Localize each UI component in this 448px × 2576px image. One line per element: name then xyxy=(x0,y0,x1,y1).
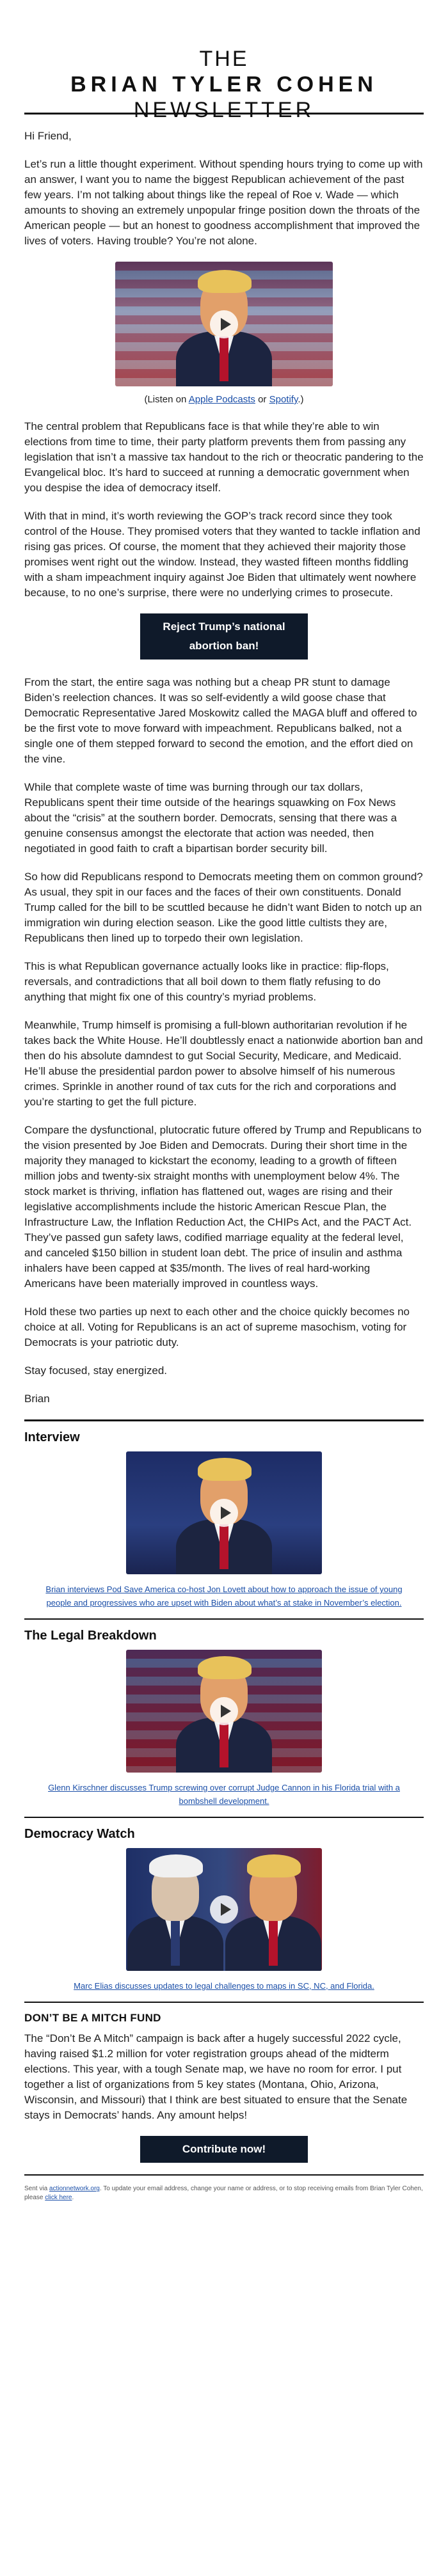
contribute-button[interactable]: Contribute now! xyxy=(140,2136,308,2163)
paragraph-8: Meanwhile, Trump himself is promising a full-blown authoritarian revolution if he takes back the White House. He’ll doubtlessly enact a nationwide abortion ban and then do his absolute damndest to gut Social Security, Medicare, and Medicaid. He’ll abuse the presidential pardon power to absolve himself of his numerous crimes. Sprinkle in another round of tax cuts for the rich and corporations and you’re starting to get the full picture. xyxy=(24,1019,423,1108)
masthead-line3: NEWSLETTER xyxy=(133,98,315,122)
letter-body xyxy=(24,129,424,1407)
podcast-video[interactable] xyxy=(24,262,424,390)
democracy-caption xyxy=(40,1979,408,1993)
caption-mid: or xyxy=(255,394,269,405)
footer-pre: Sent via xyxy=(24,2185,49,2192)
interview-caption xyxy=(40,1583,408,1609)
mitch-fund-title: DON’T BE A MITCH FUND xyxy=(24,2012,161,2024)
play-icon[interactable] xyxy=(210,1895,238,1924)
signoff: Stay focused, stay energized. xyxy=(24,1364,168,1377)
spotify-link[interactable]: Spotify xyxy=(269,394,298,405)
paragraph-1: Let’s run a little thought experiment. Without spending hours trying to come up with an answer, I want you to name the biggest Republican achievement of the past few years. I’m not talking about things like the repeal of Roe v. Wade — which amounts to shoving an extremely unpopular fringe position down the throats of the American people — but an honest to goodness accomplishment that improved the lives of voters. Having trouble? You’re not alone. xyxy=(24,158,423,247)
interview-thumbnail[interactable] xyxy=(126,1451,322,1574)
legal-caption xyxy=(40,1781,408,1808)
newsletter-container xyxy=(24,0,424,2202)
podcast-thumbnail[interactable] xyxy=(115,262,333,386)
masthead-line1: THE xyxy=(199,47,249,71)
paragraph-9: Compare the dysfunctional, plutocratic future offered by Trump and Republicans to the vision presented by Joe Biden and Democrats. During their short time in the majority they managed to kickstart the economy, leading to a growth of fifteen million jobs and twenty-six straight months with unemployment below 4%. The stock market is thriving, inflation has flattened out, wages are rising and their legislative accomplishments include the historic American Rescue Plan, the Infrastructure Law, the Inflation Reduction Act, the CHIPs Act, and the PACT Act. They’ve passed gun safety laws, codified marriage equality at the federal level, and canceled $150 billion in student loan debt. The price of insulin and asthma inhalers have been capped at $35/month. The lives of real hard-working Americans have been materially improved in countless ways. xyxy=(24,1124,422,1290)
paragraph-6: So how did Republicans respond to Democrats meeting them on common ground? As usual, they spit in our faces and the faces of their own constituents. Donald Trump called for the bill to be scuttled because he didn’t want Biden to notch up an immigration win during election season. Like the good little cultists they are, Republicans then lined up to torpedo their own legislation. xyxy=(24,871,423,944)
paragraph-3: With that in mind, it’s worth reviewing the GOP’s track record since they took control of the House. They promised voters that they wanted to tackle inflation and rising gas prices. Of course, the moment that they achieved their majority those promises went right out the window. Instead, they wasted fifteen months fiddling with a sham impeachment inquiry against Joe Biden that ultimately went nowhere because, to no one’s surprise, there were no underlying crimes to prosecute. xyxy=(24,510,420,599)
paragraph-5: While that complete waste of time was burning through our tax dollars, Republicans spent their time outside of the hearings squawking on Fox News about the “crisis” at the southern border. Democrats, sensing that there was a genuine consensus amongst the electorate that action was needed, then negotiated in good faith to craft a bipartisan border security bill. xyxy=(24,781,397,855)
reject-abortion-ban-button[interactable]: Reject Trump’s national abortion ban! xyxy=(140,613,308,660)
podcast-caption xyxy=(24,393,424,406)
section-divider-1 xyxy=(24,1419,424,1421)
legal-link[interactable]: Glenn Kirschner discusses Trump screwing over corrupt Judge Cannon in his Florida trial with a bombshell development. xyxy=(48,1783,400,1806)
paragraph-7: This is what Republican governance actually looks like in practice: flip-flops, reversals, and contradictions that all boil down to them flatly refusing to do anything that might fix one of this country’s myriad problems. xyxy=(24,960,389,1003)
legal-thumbnail[interactable] xyxy=(126,1650,322,1773)
left-figure xyxy=(127,1849,223,1971)
right-figure xyxy=(225,1849,321,1971)
masthead-line2: BRIAN TYLER COHEN xyxy=(70,72,378,97)
abortion-cta-wrap xyxy=(24,613,424,660)
footer-divider xyxy=(24,2174,424,2176)
section-divider-2 xyxy=(24,1618,424,1620)
paragraph-2: The central problem that Republicans face is that while they’re able to win elections from time to time, their party platform prevents them from passing any legislation that isn’t a massive tax handout to the rich or theocratic pandering to the Evangelical bloc. It’s hard to succeed at running a democratic government when you despise the idea of democracy itself. xyxy=(24,420,424,494)
footer xyxy=(24,2185,424,2202)
unsubscribe-link[interactable]: click here xyxy=(45,2194,72,2201)
play-icon[interactable] xyxy=(210,1499,238,1527)
interview-video[interactable] xyxy=(24,1451,424,1577)
section-title-interview: Interview xyxy=(24,1430,80,1444)
greeting: Hi Friend, xyxy=(24,130,72,142)
caption-pre: (Listen on xyxy=(144,394,189,405)
paragraph-10: Hold these two parties up next to each other and the choice quickly becomes no choice at all. Voting for Republicans is an act of supreme masochism, voting for Democrats is your patriotic duty. xyxy=(24,1306,410,1348)
footer-post: . xyxy=(72,2194,74,2201)
democracy-thumbnail[interactable] xyxy=(126,1848,322,1971)
legal-video[interactable] xyxy=(24,1650,424,1776)
section-divider-4 xyxy=(24,2002,424,2003)
mitch-fund-body xyxy=(24,2031,424,2123)
interview-link[interactable]: Brian interviews Pod Save America co-host Jon Lovett about how to approach the issue of young people and progressives who are upset with Biden about what’s at stake in November’s election. xyxy=(45,1584,403,1608)
actionnetwork-link[interactable]: actionnetwork.org xyxy=(49,2185,100,2192)
caption-post: .) xyxy=(298,394,304,405)
section-divider-3 xyxy=(24,1817,424,1818)
signature: Brian xyxy=(24,1393,50,1405)
apple-podcasts-link[interactable]: Apple Podcasts xyxy=(188,394,255,405)
mitch-fund-paragraph: The “Don’t Be A Mitch” campaign is back after a hugely successful 2022 cycle, having raised $1.2 million for voter registration groups ahead of the midterm elections. This year, with a tough Senate map, we have no room for error. I put together a list of organizations from 5 key states (Montana, Ohio, Arizona, Wisconsin, and Missouri) that I think are best situated to ensure that the Senate stays in Democrats’ hands. Any amount helps! xyxy=(24,2032,408,2121)
democracy-link[interactable]: Marc Elias discusses updates to legal challenges to maps in SC, NC, and Florida. xyxy=(74,1981,374,1991)
paragraph-4: From the start, the entire saga was nothing but a cheap PR stunt to damage Biden’s reelection chances. It was so self-evidently a wild goose chase that Democratic Representative Jared Moskowitz called the MAGA bluff and offered to be the first vote to move forward with impeachment. Republicans balked, not a single one of them stepped forward to second the emotion, and the effort died on the vine. xyxy=(24,676,417,765)
footer-mid: . To update your email address, change your name or address, or to stop receiving emails from Brian Tyler Cohen, please xyxy=(24,2185,423,2201)
democracy-video[interactable] xyxy=(24,1848,424,1974)
contribute-cta-wrap xyxy=(24,2136,424,2163)
play-icon[interactable] xyxy=(210,1697,238,1725)
masthead xyxy=(24,0,424,122)
section-title-legal: The Legal Breakdown xyxy=(24,1629,157,1643)
section-title-democracy: Democracy Watch xyxy=(24,1827,135,1841)
play-icon[interactable] xyxy=(210,310,238,338)
